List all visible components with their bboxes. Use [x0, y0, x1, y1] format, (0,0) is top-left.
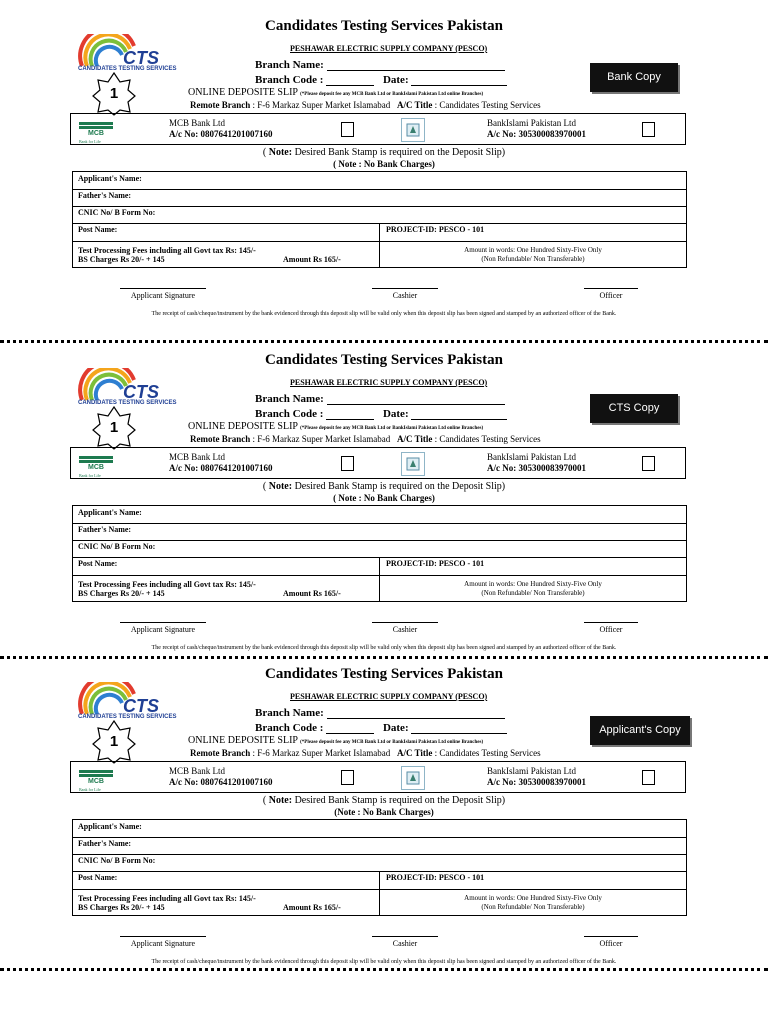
bank-accounts-box [70, 761, 686, 793]
fees-line-1: Test Processing Fees including all Govt tax Rs: 145/- [78, 246, 256, 255]
cts-logo-subtext: CANDIDATES TESTING SERVICES [78, 66, 177, 72]
deposit-slip [0, 0, 768, 330]
note-label: Note: [268, 795, 293, 806]
remote-branch-row [190, 100, 541, 110]
non-refundable-note: (Non Refundable/ Non Transferable) [481, 255, 585, 263]
branch-code-line[interactable] [326, 75, 374, 86]
no-bank-charges-note: ( Note : No Bank Charges) [333, 493, 435, 503]
amount-total: Amount Rs 165/- [283, 903, 341, 912]
mcb-logo-text: MCB [88, 464, 104, 471]
branch-name-row [255, 59, 505, 71]
copy-label-badge: Bank Copy [590, 63, 678, 92]
bank-accounts-box [70, 447, 686, 479]
project-id: PROJECT-ID: PESCO - 101 [386, 873, 485, 882]
date-label: Date: [382, 408, 409, 420]
cts-logo-subtext: CANDIDATES TESTING SERVICES [78, 714, 177, 720]
mcb-account-number: A/c No: 0807641201007160 [169, 129, 273, 139]
bankislami-emblem-icon [402, 119, 424, 141]
mcb-account-number: A/c No: 0807641201007160 [169, 777, 273, 787]
amount-in-words: Amount in words: One Hundred Sixty-Five Only [464, 580, 602, 588]
cnic-label: CNIC No/ B Form No: [78, 208, 156, 217]
ac-title-value: : Candidates Testing Services [434, 748, 541, 758]
fees-line-2: BS Charges Rs 20/- + 145 [78, 903, 165, 912]
amount-total: Amount Rs 165/- [283, 255, 341, 264]
copy-number-badge [92, 720, 136, 764]
remote-branch-row [190, 748, 541, 758]
online-slip-note: (*Please deposit fee any MCB Bank Ltd or BankIslami Pakistan Ltd online Branches) [300, 92, 484, 97]
post-name-label: Post Name: [78, 559, 118, 568]
company-name: PESHAWAR ELECTRIC SUPPLY COMPANY (PESCO) [290, 378, 488, 387]
applicant-signature[interactable]: Applicant Signature [120, 936, 206, 948]
branch-name-label: Branch Name: [255, 707, 324, 719]
remote-branch-label: Remote Branch [190, 434, 251, 444]
branch-code-label: Branch Code : [255, 408, 324, 420]
fees-info [73, 246, 256, 264]
no-bank-charges-note: ( Note : No Bank Charges) [333, 159, 435, 169]
cnic-row[interactable] [73, 206, 686, 224]
cut-line [0, 340, 768, 343]
bank-accounts-box [70, 113, 686, 145]
officer-signature[interactable]: Officer [584, 622, 638, 634]
non-refundable-note: (Non Refundable/ Non Transferable) [481, 903, 585, 911]
amount-total: Amount Rs 165/- [283, 589, 341, 598]
cnic-row[interactable] [73, 854, 686, 872]
branch-code-row [255, 722, 507, 734]
bankislami-bank-name: BankIslami Pakistan Ltd [487, 452, 576, 462]
remote-branch-value: : F-6 Markaz Super Market Islamabad [252, 434, 391, 444]
slip-title: Candidates Testing Services Pakistan [265, 18, 503, 34]
cts-logo [78, 682, 178, 722]
mcb-bank-info [169, 452, 273, 474]
cashier-signature[interactable]: Cashier [372, 936, 438, 948]
mcb-bank-info [169, 766, 273, 788]
receipt-validity-text: The receipt of cash/cheque/instrument by the bank evidenced through this deposit slip will be valid only when this deposit slip has been signed and stamped by an authorized officer of the Bank. [151, 959, 617, 965]
father-name-row[interactable] [73, 523, 686, 541]
applicant-name-row[interactable] [73, 172, 686, 190]
cts-logo-subtext: CANDIDATES TESTING SERVICES [78, 400, 177, 406]
company-name: PESHAWAR ELECTRIC SUPPLY COMPANY (PESCO) [290, 692, 488, 701]
amount-words-info [380, 894, 686, 912]
bankislami-bank-info [487, 766, 586, 788]
ac-title-value: : Candidates Testing Services [434, 100, 541, 110]
post-name-label: Post Name: [78, 873, 118, 882]
fees-line-2: BS Charges Rs 20/- + 145 [78, 589, 165, 598]
mcb-bank-name: MCB Bank Ltd [169, 118, 226, 128]
online-slip-note: (*Please deposit fee any MCB Bank Ltd or BankIslami Pakistan Ltd online Branches) [300, 426, 484, 431]
ac-title-label: A/C Title [396, 100, 433, 110]
applicant-name-row[interactable] [73, 820, 686, 838]
mcb-bank-info [169, 118, 273, 140]
branch-code-line[interactable] [326, 409, 374, 420]
copy-number: 1 [109, 85, 119, 102]
cnic-label: CNIC No/ B Form No: [78, 856, 156, 865]
cts-logo [78, 368, 178, 408]
bankislami-account-number: A/c No: 305300083970001 [487, 463, 586, 473]
mcb-checkbox[interactable] [341, 770, 354, 785]
bankislami-logo-icon [401, 452, 425, 476]
mcb-account-number: A/c No: 0807641201007160 [169, 463, 273, 473]
cnic-label: CNIC No/ B Form No: [78, 542, 156, 551]
copy-label-badge: CTS Copy [590, 394, 678, 423]
mcb-bank-name: MCB Bank Ltd [169, 766, 226, 776]
bankislami-checkbox[interactable] [642, 456, 655, 471]
applicant-name-label: Applicant's Name: [78, 822, 142, 831]
cts-logo-text: CTS [123, 48, 159, 68]
applicant-signature[interactable]: Applicant Signature [120, 288, 206, 300]
online-slip-title: ONLINE DEPOSITE SLIP [188, 87, 298, 98]
date-line[interactable] [411, 723, 507, 734]
date-label: Date: [382, 722, 409, 734]
officer-signature[interactable]: Officer [584, 288, 638, 300]
deposit-note: ( Note: Desired Bank Stamp is required on the Deposit Slip) [262, 795, 506, 806]
post-name-label: Post Name: [78, 225, 118, 234]
cashier-signature[interactable]: Cashier [372, 288, 438, 300]
no-bank-charges-note: (Note : No Bank Charges) [334, 807, 434, 817]
bankislami-emblem-icon [402, 453, 424, 475]
bankislami-bank-name: BankIslami Pakistan Ltd [487, 118, 576, 128]
amount-in-words: Amount in words: One Hundred Sixty-Five Only [464, 894, 602, 902]
mcb-logo-text: MCB [88, 778, 104, 785]
remote-branch-value: : F-6 Markaz Super Market Islamabad [252, 748, 391, 758]
deposit-note: ( Note: Desired Bank Stamp is required on the Deposit Slip) [262, 481, 506, 492]
applicant-signature[interactable]: Applicant Signature [120, 622, 206, 634]
cnic-row[interactable] [73, 540, 686, 558]
fees-info [73, 580, 256, 598]
branch-code-row [255, 408, 507, 420]
amount-words-info [380, 246, 686, 264]
cts-logo-text: CTS [123, 382, 159, 402]
bankislami-checkbox[interactable] [642, 770, 655, 785]
mcb-checkbox[interactable] [341, 456, 354, 471]
mcb-tagline: Bank for Life [79, 473, 101, 478]
branch-name-row [255, 707, 505, 719]
father-name-row[interactable] [73, 189, 686, 207]
deposit-slip [0, 334, 768, 664]
copy-label-badge: Applicant's Copy [590, 716, 690, 745]
remote-branch-label: Remote Branch [190, 100, 251, 110]
applicant-name-row[interactable] [73, 506, 686, 524]
bankislami-checkbox[interactable] [642, 122, 655, 137]
father-name-label: Father's Name: [78, 525, 132, 534]
ac-title-label: A/C Title [396, 434, 433, 444]
mcb-bank-name: MCB Bank Ltd [169, 452, 226, 462]
deposit-note: ( Note: Desired Bank Stamp is required on the Deposit Slip) [262, 147, 506, 158]
branch-code-line[interactable] [326, 723, 374, 734]
branch-code-label: Branch Code : [255, 722, 324, 734]
mcb-checkbox[interactable] [341, 122, 354, 137]
cashier-signature[interactable]: Cashier [372, 622, 438, 634]
amount-in-words: Amount in words: One Hundred Sixty-Five Only [464, 246, 602, 254]
fees-info [73, 894, 256, 912]
note-label: Note: [268, 147, 293, 158]
bankislami-logo-icon [401, 766, 425, 790]
online-slip-title: ONLINE DEPOSITE SLIP [188, 421, 298, 432]
applicant-details-table [72, 819, 687, 916]
bankislami-bank-info [487, 118, 586, 140]
father-name-row[interactable] [73, 837, 686, 855]
branch-code-label: Branch Code : [255, 74, 324, 86]
online-deposit-slip [188, 735, 483, 746]
fees-line-1: Test Processing Fees including all Govt tax Rs: 145/- [78, 894, 256, 903]
remote-branch-value: : F-6 Markaz Super Market Islamabad [252, 100, 391, 110]
online-deposit-slip [188, 87, 483, 98]
copy-number-badge [92, 406, 136, 450]
project-id: PROJECT-ID: PESCO - 101 [386, 225, 485, 234]
online-slip-title: ONLINE DEPOSITE SLIP [188, 735, 298, 746]
branch-name-label: Branch Name: [255, 393, 324, 405]
cut-line [0, 968, 768, 971]
branch-name-line[interactable] [327, 60, 505, 71]
deposit-slip [0, 648, 768, 978]
ac-title-value: : Candidates Testing Services [434, 434, 541, 444]
fees-line-1: Test Processing Fees including all Govt tax Rs: 145/- [78, 580, 256, 589]
copy-number: 1 [109, 733, 119, 750]
date-line[interactable] [411, 75, 507, 86]
copy-number-badge [92, 72, 136, 116]
note-label: Note: [268, 481, 293, 492]
bankislami-emblem-icon [402, 767, 424, 789]
receipt-validity-text: The receipt of cash/cheque/instrument by the bank evidenced through this deposit slip will be valid only when this deposit slip has been signed and stamped by an authorized officer of the Bank. [151, 645, 617, 651]
receipt-validity-text: The receipt of cash/cheque/instrument by the bank evidenced through this deposit slip will be valid only when this deposit slip has been signed and stamped by an authorized officer of the Bank. [151, 311, 617, 317]
online-slip-note: (*Please deposit fee any MCB Bank Ltd or BankIslami Pakistan Ltd online Branches) [300, 740, 484, 745]
branch-code-row [255, 74, 507, 86]
cut-line [0, 656, 768, 659]
note-text: Desired Bank Stamp is required on the Deposit Slip) [294, 481, 506, 492]
remote-branch-label: Remote Branch [190, 748, 251, 758]
applicant-details-table [72, 171, 687, 268]
slip-title: Candidates Testing Services Pakistan [265, 352, 503, 368]
bankislami-logo-icon [401, 118, 425, 142]
bankislami-account-number: A/c No: 305300083970001 [487, 777, 586, 787]
branch-name-row [255, 393, 505, 405]
copy-number: 1 [109, 419, 119, 436]
bankislami-account-number: A/c No: 305300083970001 [487, 129, 586, 139]
mcb-tagline: Bank for Life [79, 139, 101, 144]
company-name: PESHAWAR ELECTRIC SUPPLY COMPANY (PESCO) [290, 44, 488, 53]
fees-line-2: BS Charges Rs 20/- + 145 [78, 255, 165, 264]
cts-logo-text: CTS [123, 696, 159, 716]
amount-words-info [380, 580, 686, 598]
bankislami-bank-name: BankIslami Pakistan Ltd [487, 766, 576, 776]
project-id: PROJECT-ID: PESCO - 101 [386, 559, 485, 568]
applicant-name-label: Applicant's Name: [78, 174, 142, 183]
date-label: Date: [382, 74, 409, 86]
branch-name-label: Branch Name: [255, 59, 324, 71]
slip-title: Candidates Testing Services Pakistan [265, 666, 503, 682]
online-deposit-slip [188, 421, 483, 432]
ac-title-label: A/C Title [396, 748, 433, 758]
mcb-logo-text: MCB [88, 130, 104, 137]
note-text: Desired Bank Stamp is required on the Deposit Slip) [294, 147, 506, 158]
note-text: Desired Bank Stamp is required on the Deposit Slip) [294, 795, 506, 806]
remote-branch-row [190, 434, 541, 444]
bankislami-bank-info [487, 452, 586, 474]
branch-name-line[interactable] [327, 708, 505, 719]
applicant-name-label: Applicant's Name: [78, 508, 142, 517]
cts-logo [78, 34, 178, 74]
non-refundable-note: (Non Refundable/ Non Transferable) [481, 589, 585, 597]
officer-signature[interactable]: Officer [584, 936, 638, 948]
mcb-tagline: Bank for Life [79, 787, 101, 792]
applicant-details-table [72, 505, 687, 602]
father-name-label: Father's Name: [78, 191, 132, 200]
branch-name-line[interactable] [327, 394, 505, 405]
father-name-label: Father's Name: [78, 839, 132, 848]
date-line[interactable] [411, 409, 507, 420]
